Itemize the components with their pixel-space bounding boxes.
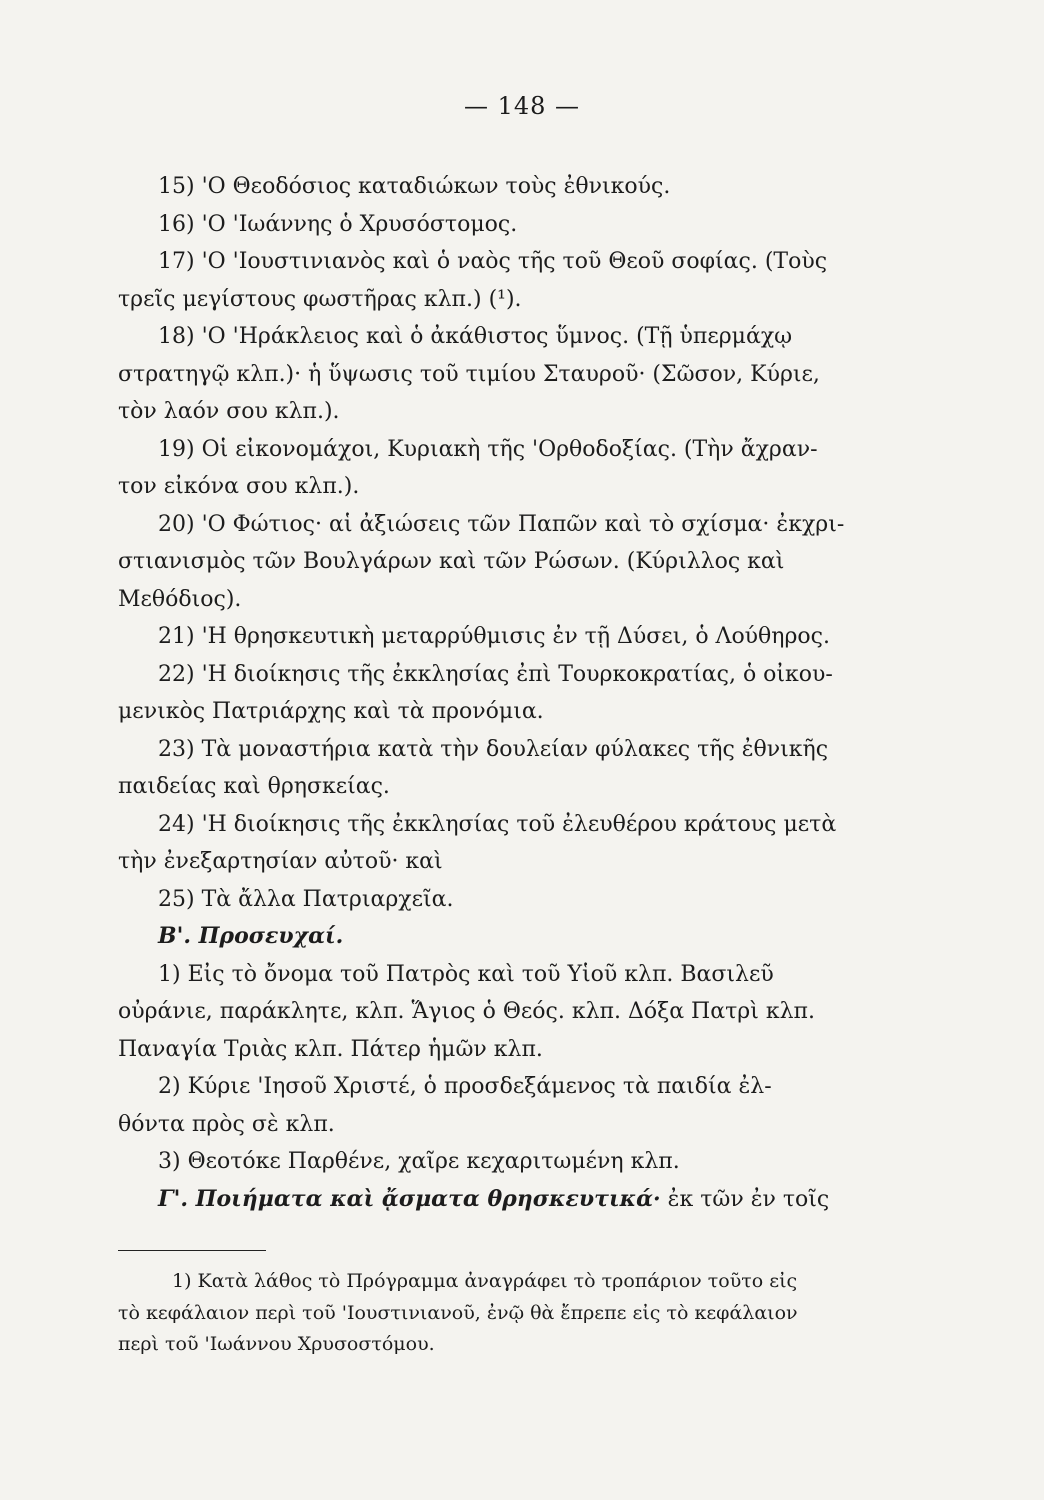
entry-line: Παναγία Τριὰς κλπ. Πάτερ ἡμῶν κλπ. bbox=[118, 1036, 543, 1062]
entry-line: 17) 'Ο 'Ιουστινιανὸς καὶ ὁ ναὸς τῆς τοῦ Θεοῦ σοφίας. (Τοὺς bbox=[158, 249, 828, 274]
entry-line: 3) Θεοτόκε Παρθένε, χαῖρε κεχαριτωμένη κλπ. bbox=[158, 1149, 680, 1174]
entry-line: παιδείας καὶ θρησκείας. bbox=[118, 774, 390, 799]
section-c-heading-line bbox=[118, 1181, 944, 1219]
list-item bbox=[118, 618, 944, 656]
list-item bbox=[118, 956, 944, 1069]
entry-line: τρεῖς μεγίστους φωστῆρας κλπ.) (¹). bbox=[118, 286, 522, 312]
entry-line: 21) 'Η θρησκευτικὴ μεταρρύθμισις ἐν τῇ Δύσει, ὁ Λούθηρος. bbox=[158, 624, 830, 649]
entry-line: 15) 'Ο Θεοδόσιος καταδιώκων τοὺς ἐθνικούς. bbox=[158, 174, 671, 199]
list-item bbox=[118, 881, 944, 919]
entry-line: 20) 'Ο Φώτιος· αἱ ἀξιώσεις τῶν Παπῶν καὶ τὸ σχίσμα· ἐκχρι- bbox=[158, 511, 845, 537]
section-c-continuation: ἐκ τῶν ἐν τοῖς bbox=[660, 1186, 830, 1212]
list-item bbox=[118, 168, 944, 206]
entry-line: 2) Κύριε 'Ιησοῦ Χριστέ, ὁ προσδεξάμενος τὰ παιδία ἐλ- bbox=[158, 1074, 772, 1099]
list-item bbox=[118, 1068, 944, 1143]
entry-line: 16) 'Ο 'Ιωάννης ὁ Χρυσόστομος. bbox=[158, 211, 518, 237]
entry-line: 22) 'Η διοίκησις τῆς ἐκκλησίας ἐπὶ Τουρκοκρατίας, ὁ οἰκου- bbox=[158, 661, 833, 687]
list-item bbox=[118, 431, 944, 506]
footnote-line: 1) Κατὰ λάθος τὸ Πρόγραμμα ἀναγράφει τὸ τροπάριον τοῦτο εἰς bbox=[172, 1270, 798, 1292]
entry-line: 25) Τὰ ἄλλα Πατριαρχεῖα. bbox=[158, 886, 454, 912]
list-item bbox=[118, 318, 944, 431]
entry-line: Μεθόδιος). bbox=[118, 586, 242, 612]
footnote-line: περὶ τοῦ 'Ιωάννου Χρυσοστόμου. bbox=[118, 1333, 435, 1355]
entry-line: τὴν ἐνεξαρτησίαν αὐτοῦ· καὶ bbox=[118, 849, 443, 874]
entry-line: στιανισμὸς τῶν Βουλγάρων καὶ τῶν Ρώσων. (Κύριλλος καὶ bbox=[118, 549, 785, 574]
entry-line: στρατηγῷ κλπ.)· ἡ ὕψωσις τοῦ τιμίου Σταυροῦ· (Σῶσον, Κύριε, bbox=[118, 361, 820, 387]
section-b-heading: Β'. Προσευχαί. bbox=[158, 923, 344, 949]
entry-line: οὐράνιε, παράκλητε, κλπ. Ἅγιος ὁ Θεός. κλπ. Δόξα Πατρὶ κλπ. bbox=[118, 999, 815, 1024]
entry-line: θόντα πρὸς σὲ κλπ. bbox=[118, 1111, 335, 1137]
footnote-line: τὸ κεφάλαιον περὶ τοῦ 'Ιουστινιανοῦ, ἐνῷ θὰ ἔπρεπε εἰς τὸ κεφάλαιον bbox=[118, 1301, 798, 1324]
list-item bbox=[118, 1143, 944, 1181]
entry-line: τὸν λαόν σου κλπ.). bbox=[118, 399, 340, 424]
list-item bbox=[118, 731, 944, 806]
list-item bbox=[118, 806, 944, 881]
list-item bbox=[118, 656, 944, 731]
body-text bbox=[118, 168, 944, 1218]
list-item bbox=[118, 206, 944, 244]
list-item bbox=[118, 243, 944, 318]
prayer-list bbox=[118, 956, 944, 1181]
section-c-heading: Γ'. Ποιήματα καὶ ᾄσματα θρησκευτικά· bbox=[158, 1185, 661, 1212]
entry-line: 1) Εἰς τὸ ὄνομα τοῦ Πατρὸς καὶ τοῦ Υἱοῦ κλπ. Βασιλεῦ bbox=[158, 961, 774, 987]
footnote bbox=[118, 1266, 944, 1361]
entry-line: 19) Οἱ εἰκονομάχοι, Κυριακὴ τῆς 'Ορθοδοξίας. (Τὴν ἄχραν- bbox=[158, 436, 818, 462]
topic-list bbox=[118, 168, 944, 918]
page-number: — 148 — bbox=[463, 92, 581, 120]
entry-line: τον εἰκόνα σου κλπ.). bbox=[118, 474, 360, 499]
entry-line: 24) 'Η διοίκησις τῆς ἐκκλησίας τοῦ ἐλευθέρου κράτους μετὰ bbox=[158, 811, 837, 837]
footnote-rule bbox=[118, 1250, 266, 1251]
entry-line: 18) 'Ο 'Ηράκλειος καὶ ὁ ἀκάθιστος ὕμνος. (Τῇ ὑπερμάχῳ bbox=[158, 324, 793, 349]
entry-line: μενικὸς Πατριάρχης καὶ τὰ προνόμια. bbox=[118, 699, 544, 724]
entry-line: 23) Τὰ μοναστήρια κατὰ τὴν δουλείαν φύλακες τῆς ἐθνικῆς bbox=[158, 736, 829, 762]
list-item bbox=[118, 506, 944, 619]
